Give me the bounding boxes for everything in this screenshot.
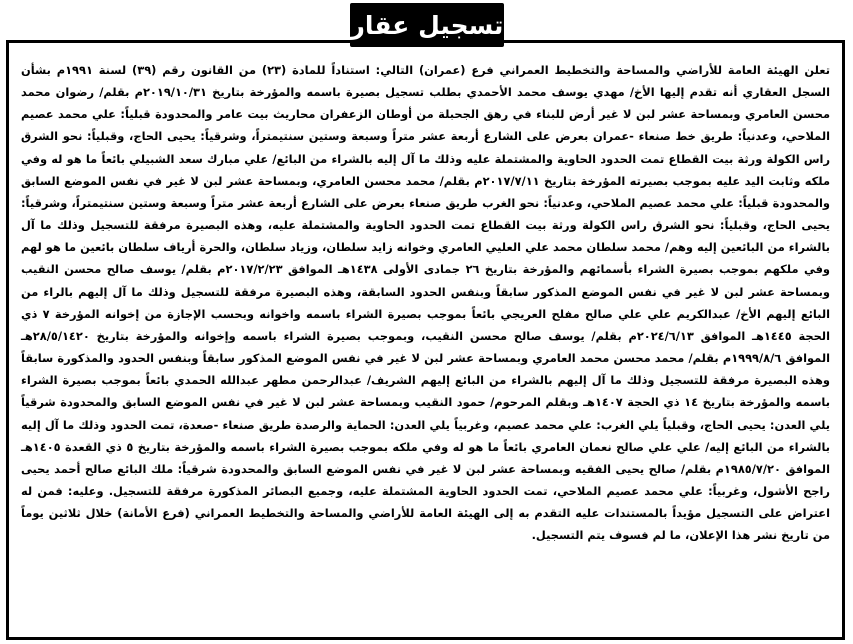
notice-body-text: تعلن الهيئة العامة للأراضي والمساحة والتخطيط العمراني فرع (عمران) التالي: استناداً للمادة (٢٣) من القانون رقم (٣٩) لسنة ١٩٩١م بشأن السجل العقاري أنه تقدم إليها الأخ/ مهدي يوسف محمد الأحمدي بطلب تسجيل بصيرة باسمه والمؤرخة بتاريخ ٢٠١٩/١٠/٣١م بقلم/ رضوان محمد محسن العامري وبمساحة عشر لبن لا غير أرض للبناء في رهق الجحبلة من أوطان الزعفران محاريث بيت عامر والمحدودة قبلياً: علي محمد عصيم الملاحي، وعدنياً: طريق خط صنعاء -عمران بعرض على الشارع أربعة عشر متراً وسبعة وستين سنتيمتراً، وشرقياً: يحيى الحاج، وقبلياً: نحو الشرق راس الكولة ورثة بيت القطاع تمت الحدود الحاوية والمشتملة عليه وذلك ما آل إليه بالشراء من البائع/ علي مبارك سعد الشبيلي بائعاً ما هو له وفي ملكه وثابت اليد عليه بموجب بصيرته المؤرخة بتاريخ ٢٠١٧/٧/١١م بقلم/ محمد محسن العامري، وبمساحة عشر لبن لا غير في نفس الموضع السابق والمحدودة قبلياً: علي محمد عصيم الملاحي، وعدنياً: نحو الغرب طريق صنعاء بعرض على الشارع أربعة عشر متراً وسبعة وستين سنتيمتراً، وشرقياً: يحيى الحاج، وقبلياً: نحو الشرق راس الكولة ورثة بيت القطاع تمت الحدود الحاوية والمشتملة عليه، وهذه البصيرة مرفقة للتسجيل وذلك ما آل بالشراء من البائعين إليه وهم/ محمد سلطان محمد علي العليي العامري وخوانه زايد سلطان، وزياد سلطان، والحرة أرياف سلطان بائعين ما هو لهم وفي ملكهم بموجب بصيرة الشراء بأسمائهم والمؤرخة بتاريخ ٢٦ جمادى الأولى ١٤٣٨هـ الموافق ٢٠١٧/٢/٢٣م بقلم/ يوسف صالح محسن النقيب وبمساحة عشر لبن لا غير في نفس الموضع المذكور سابقاً وبنفس الحدود السابقة، وهذه البصيرة مرفقة للتسجيل وذلك ما آل إليهم بالراء من البائع إليهم الأخ/ عبدالكريم علي علي صالح مفلح العريجي بائعاً بموجب بصيرة الشراء باسمه واخوانه وبحسب الإجازة من إخوانه المؤرخة ٧ ذي الحجة ١٤٤٥هـ الموافق ٢٠٢٤/٦/١٣م بقلم/ يوسف صالح محسن النقيب، وبموجب بصيرة الشراء باسمه وإخوانه والمؤرخة بتاريخ ٢٨/٥/١٤٢٠هـ الموافق ١٩٩٩/٨/٦م بقلم/ محمد محسن محمد العامري وبمساحة عشر لبن لا غير في نفس الموضع المذكور سابقاً وبنفس الحدود والمذكورة سابقاً وهذه البصيرة مرفقة للتسجيل وذلك ما آل إليهم بالشراء من البائع إليهم الشريف/ عبدالرحمن مطهر عبدالله الحمدي بائعاً بموجب بصيرة الشراء باسمه والمؤرخة بتاريخ ١٤ ذي الحجة ١٤٠٧هـ وبقلم المرحوم/ حمود النقيب وبمساحة عشر لبن لا غير في نفس الموضع السابق والمحدودة شرقياً يلي العدن: يحيى الحاج، وقبلياً يلي الغرب: علي محمد عصيم، وغربياً يلي العدن: الحماية والرصدة طريق صنعاء -صعدة، تمت الحدود وذلك ما آل إليه بالشراء من البائع إليه/ علي علي صالح نعمان العامري بائعاً ما هو له وفي ملكه بموجب بصيرة الشراء باسمه والمؤرخة بتاريخ ٥ ذي القعدة ١٤٠٥هـ الموافق ١٩٨٥/٧/٢٠م بقلم/ صالح يحيى الفقيه وبمساحة عشر لبن لا غير في نفس الموضع السابق والمحدودة شرقياً: ملك البائع صالح أحمد يحيى راجح الأشول، وغربياً: علي محمد عصيم الملاحي، تمت الحدود الحاوية المشتملة عليه، وجميع البصائر المذكورة مرفقة للتسجيل. وعليه: فمن له اعتراض على التسجيل مؤيداً بالمستندات عليه التقدم به إلى الهيئة العامة للأراضي والمساحة والتخطيط العمراني (فرع الأمانة) خلال ثلاثين يوماً من تاريخ نشر هذا الإعلان، ما لم فسوف يتم التسجيل. xyxy=(21,63,831,543)
notice-body xyxy=(21,59,830,546)
notice-title-box xyxy=(350,3,504,47)
notice-frame xyxy=(6,40,845,640)
notice-title: تسجيل عقار xyxy=(350,10,504,40)
